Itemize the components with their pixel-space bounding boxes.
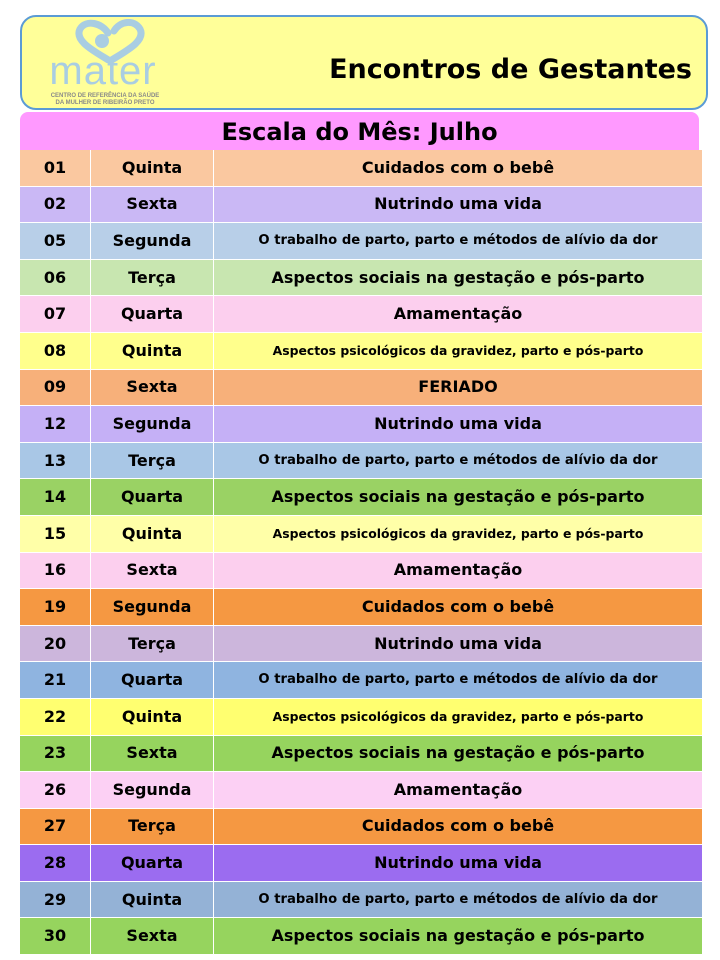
day-cell: 29 xyxy=(20,881,91,918)
weekday-cell: Terça xyxy=(91,259,214,296)
schedule-row xyxy=(20,552,703,589)
weekday-cell: Sexta xyxy=(91,552,214,589)
schedule-row xyxy=(20,332,703,369)
schedule-row xyxy=(20,150,703,186)
topic-cell: Amamentação xyxy=(214,552,703,589)
weekday-cell: Quarta xyxy=(91,662,214,699)
schedule-table xyxy=(20,150,703,955)
topic-cell: Nutrindo uma vida xyxy=(214,845,703,882)
topic-cell: Aspectos psicológicos da gravidez, parto e pós-parto xyxy=(214,698,703,735)
schedule-row xyxy=(20,479,703,516)
schedule-row xyxy=(20,515,703,552)
day-cell: 16 xyxy=(20,552,91,589)
mater-logo xyxy=(28,19,188,111)
topic-cell: Cuidados com o bebê xyxy=(214,150,703,186)
weekday-cell: Sexta xyxy=(91,186,214,223)
topic-cell: FERIADO xyxy=(214,369,703,406)
topic-cell: Nutrindo uma vida xyxy=(214,625,703,662)
schedule-row xyxy=(20,772,703,809)
weekday-cell: Terça xyxy=(91,808,214,845)
day-cell: 09 xyxy=(20,369,91,406)
logo-subtitle xyxy=(30,93,180,107)
schedule-row xyxy=(20,442,703,479)
topic-cell: Aspectos psicológicos da gravidez, parto e pós-parto xyxy=(214,332,703,369)
day-cell: 28 xyxy=(20,845,91,882)
day-cell: 05 xyxy=(20,223,91,260)
topic-cell: O trabalho de parto, parto e métodos de alívio da dor xyxy=(214,662,703,699)
schedule-row xyxy=(20,369,703,406)
day-cell: 26 xyxy=(20,772,91,809)
schedule-row xyxy=(20,662,703,699)
page-header xyxy=(20,15,708,110)
topic-cell: Cuidados com o bebê xyxy=(214,589,703,626)
weekday-cell: Segunda xyxy=(91,589,214,626)
weekday-cell: Quinta xyxy=(91,150,214,186)
day-cell: 12 xyxy=(20,406,91,443)
day-cell: 02 xyxy=(20,186,91,223)
topic-cell: Cuidados com o bebê xyxy=(214,808,703,845)
logo-wordmark: mater xyxy=(49,49,157,93)
weekday-cell: Quinta xyxy=(91,698,214,735)
weekday-cell: Terça xyxy=(91,625,214,662)
day-cell: 20 xyxy=(20,625,91,662)
schedule-row xyxy=(20,186,703,223)
topic-cell: O trabalho de parto, parto e métodos de alívio da dor xyxy=(214,442,703,479)
weekday-cell: Segunda xyxy=(91,406,214,443)
day-cell: 22 xyxy=(20,698,91,735)
day-cell: 19 xyxy=(20,589,91,626)
schedule-row xyxy=(20,296,703,333)
schedule-row xyxy=(20,698,703,735)
weekday-cell: Quinta xyxy=(91,515,214,552)
weekday-cell: Terça xyxy=(91,442,214,479)
topic-cell: Nutrindo uma vida xyxy=(214,186,703,223)
day-cell: 23 xyxy=(20,735,91,772)
topic-cell: Aspectos sociais na gestação e pós-parto xyxy=(214,259,703,296)
topic-cell: Aspectos sociais na gestação e pós-parto xyxy=(214,918,703,955)
schedule-row xyxy=(20,881,703,918)
day-cell: 27 xyxy=(20,808,91,845)
day-cell: 14 xyxy=(20,479,91,516)
schedule-row xyxy=(20,918,703,955)
topic-cell: O trabalho de parto, parto e métodos de alívio da dor xyxy=(214,223,703,260)
schedule-body xyxy=(20,150,703,955)
topic-cell: O trabalho de parto, parto e métodos de alívio da dor xyxy=(214,881,703,918)
schedule-row xyxy=(20,406,703,443)
topic-cell: Aspectos psicológicos da gravidez, parto e pós-parto xyxy=(214,515,703,552)
logo-subtitle-line-2: DA MULHER DE RIBEIRÃO PRETO xyxy=(55,100,155,106)
topic-cell: Aspectos sociais na gestação e pós-parto xyxy=(214,735,703,772)
topic-cell: Amamentação xyxy=(214,772,703,809)
page-title: Encontros de Gestantes xyxy=(329,54,692,85)
weekday-cell: Quinta xyxy=(91,881,214,918)
day-cell: 01 xyxy=(20,150,91,186)
topic-cell: Amamentação xyxy=(214,296,703,333)
weekday-cell: Quarta xyxy=(91,296,214,333)
schedule-row xyxy=(20,223,703,260)
weekday-cell: Sexta xyxy=(91,735,214,772)
day-cell: 06 xyxy=(20,259,91,296)
schedule-row xyxy=(20,808,703,845)
month-heading: Escala do Mês: Julho xyxy=(20,112,699,150)
schedule-row xyxy=(20,845,703,882)
day-cell: 21 xyxy=(20,662,91,699)
weekday-cell: Sexta xyxy=(91,918,214,955)
weekday-cell: Quarta xyxy=(91,845,214,882)
weekday-cell: Quinta xyxy=(91,332,214,369)
schedule-row xyxy=(20,259,703,296)
logo-subtitle-line-1: CENTRO DE REFERÊNCIA DA SAÚDE xyxy=(50,93,160,99)
weekday-cell: Sexta xyxy=(91,369,214,406)
topic-cell: Nutrindo uma vida xyxy=(214,406,703,443)
day-cell: 13 xyxy=(20,442,91,479)
schedule-row xyxy=(20,589,703,626)
schedule-row xyxy=(20,625,703,662)
day-cell: 30 xyxy=(20,918,91,955)
weekday-cell: Quarta xyxy=(91,479,214,516)
weekday-cell: Segunda xyxy=(91,223,214,260)
day-cell: 15 xyxy=(20,515,91,552)
schedule-row xyxy=(20,735,703,772)
topic-cell: Aspectos sociais na gestação e pós-parto xyxy=(214,479,703,516)
day-cell: 08 xyxy=(20,332,91,369)
day-cell: 07 xyxy=(20,296,91,333)
weekday-cell: Segunda xyxy=(91,772,214,809)
